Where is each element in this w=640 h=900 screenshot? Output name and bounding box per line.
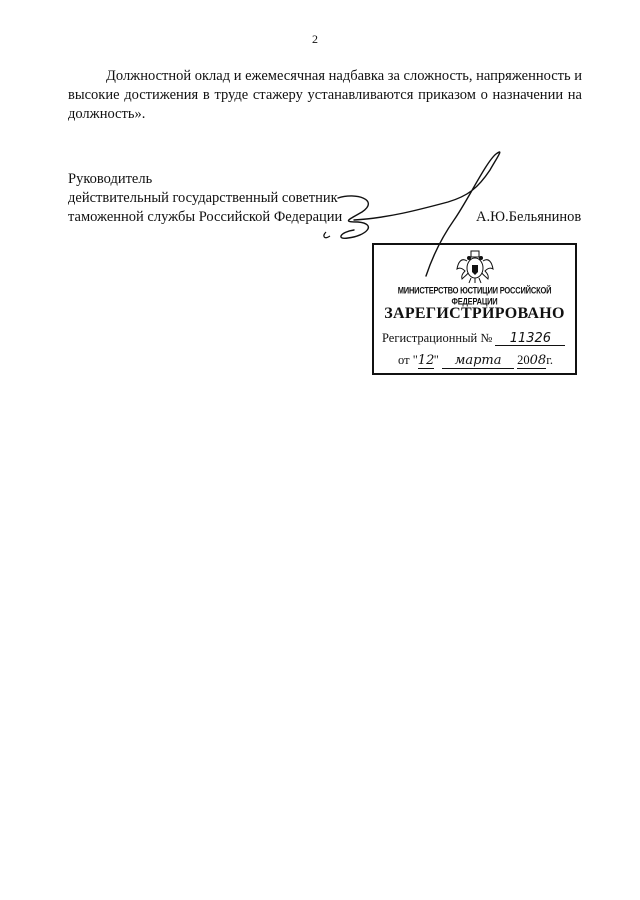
stamp-status: ЗАРЕГИСТРИРОВАНО — [384, 305, 565, 322]
signer-name: А.Ю.Бельянинов — [476, 209, 582, 225]
double-headed-eagle-icon — [455, 249, 495, 285]
stamp-date-prefix: от — [398, 353, 410, 367]
stamp-close-quote: " — [433, 353, 439, 367]
stamp-reg-label: Регистрационный № — [382, 331, 493, 345]
stamp-open-quote: " — [412, 353, 418, 367]
stamp-reg-number: 11326 — [495, 332, 565, 346]
registration-stamp — [372, 243, 577, 375]
body-paragraph: Должностной оклад и ежемесячная надбавка за сложность, напряженность и высокие достижения в труде стажеру устанавливаются приказом о назначении на должность». — [68, 68, 582, 122]
signatory-title-line-1: Руководитель — [68, 171, 153, 187]
stamp-year — [517, 353, 546, 369]
stamp-day: 12 — [417, 353, 435, 368]
page-number: 2 — [312, 32, 318, 46]
stamp-ministry-name: МИНИСТЕРСТВО ЮСТИЦИИ РОССИЙСКОЙ ФЕДЕРАЦИИ — [397, 285, 552, 307]
stamp-registration-line — [382, 331, 565, 346]
stamp-date-line — [398, 353, 553, 369]
stamp-month: марта — [442, 353, 514, 369]
stamp-year-end: г. — [546, 353, 554, 367]
signatory-title-block — [68, 170, 342, 227]
stamp-year-suffix: 08 — [529, 353, 547, 368]
signatory-title-line-2: действительный государственный советник — [68, 190, 338, 206]
signatory-title-line-3: таможенной службы Российской Федерации — [68, 209, 343, 225]
stamp-year-prefix: 20 — [517, 353, 530, 367]
